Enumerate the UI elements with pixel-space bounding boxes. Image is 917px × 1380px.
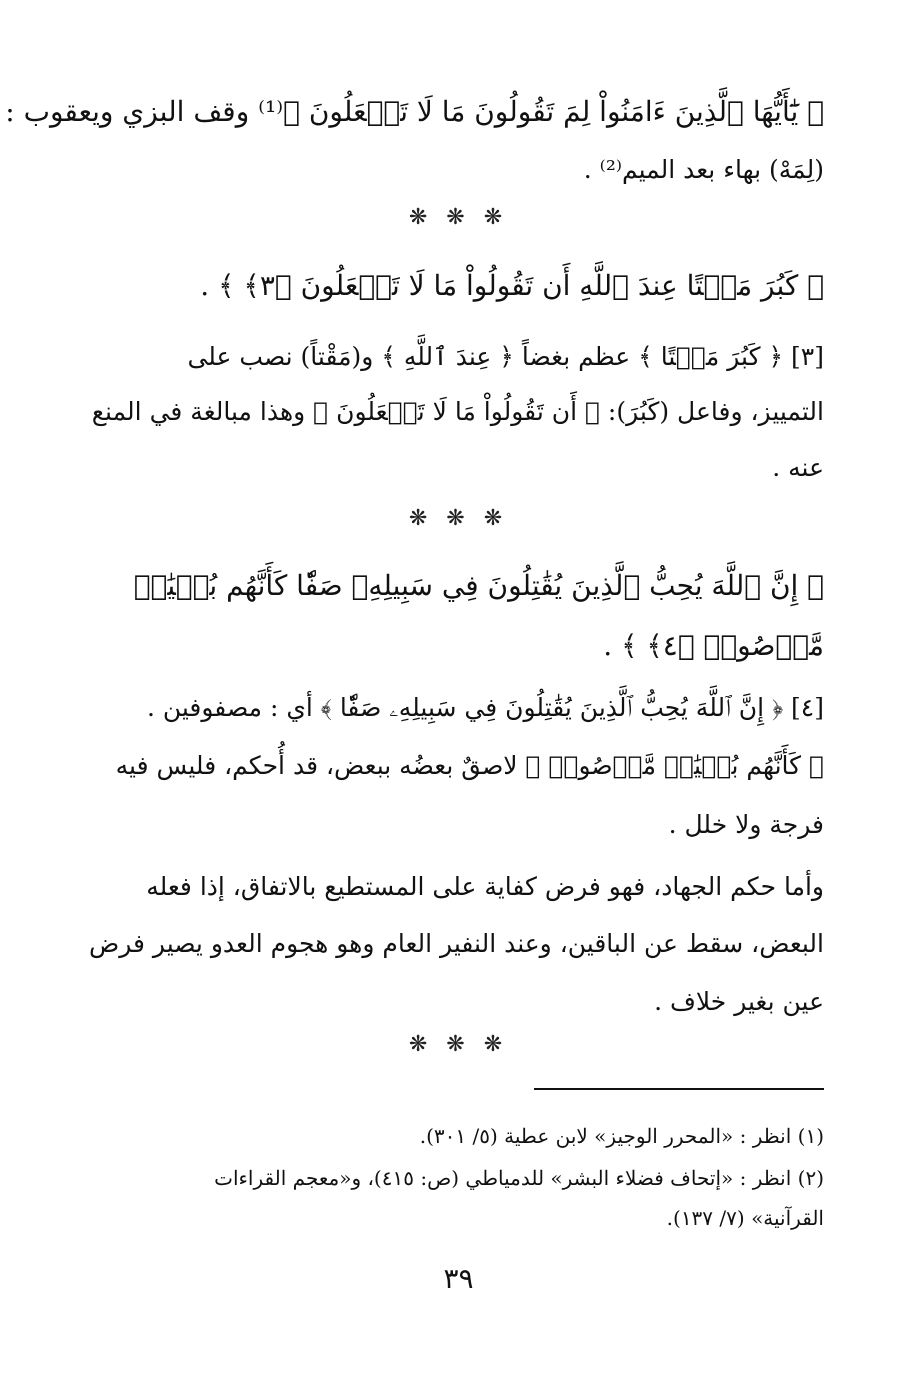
commentary-3-line-1: [٣] ﴿ كَبُرَ مَقۡتًا ﴾ عظم بغضاً ﴿ عِندَ ٱللَّهِ ﴾ و(مَقْتاً) نصب على: [187, 342, 824, 371]
verse-1-line: ﴿ يَٰٓأَيُّهَا ٱلَّذِينَ ءَامَنُواْ لِمَ تَقُولُونَ مَا لَا تَفۡعَلُونَ ﴾⁽¹⁾ وقف البزي ويعقوب :: [5, 95, 824, 128]
page-number: ٣٩: [443, 1262, 474, 1295]
commentary-4-line-1: [٤] ﴿ إِنَّ ٱللَّهَ يُحِبُّ ٱلَّذِينَ يُقَٰتِلُونَ فِي سَبِيلِهِۦ صَفّٗا ﴾ أي : مصفوفين .: [146, 693, 824, 722]
footnote-1: (١) انظر : «المحرر الوجيز» لابن عطية (٥/ ٣٠١).: [419, 1124, 824, 1148]
jihad-ruling-line-3: عين بغير خلاف .: [654, 987, 824, 1016]
separator-1: ❋ ❋ ❋: [408, 205, 509, 230]
jihad-ruling-line-2: البعض، سقط عن الباقين، وعند النفير العام وهو هجوم العدو يصير فرض: [89, 929, 824, 958]
footnote-2-line-2: القرآنية» (٧/ ١٣٧).: [666, 1206, 824, 1230]
separator-2: ❋ ❋ ❋: [408, 506, 509, 531]
commentary-4-line-2: ﴿ كَأَنَّهُم بُنۡيَٰنٞ مَّرۡصُوصٞ ﴾ لاصقٌ بعضُه ببعض، قد أُحكم، فليس فيه: [115, 751, 824, 780]
verse-4-line-1: ﴿ إِنَّ ٱللَّهَ يُحِبُّ ٱلَّذِينَ يُقَٰتِلُونَ فِي سَبِيلِهِۦ صَفّٗا كَأَنَّهُم بُنۡيَٰنٞ: [133, 569, 824, 602]
verse-1-commentary: (لِمَهْ) بهاء بعد الميم⁽²⁾ .: [583, 155, 824, 184]
jihad-ruling-line-1: وأما حكم الجهاد، فهو فرض كفاية على المستطيع بالاتفاق، إذا فعله: [146, 872, 824, 901]
footnote-2-line-1: (٢) انظر : «إتحاف فضلاء البشر» للدمياطي (ص: ٤١٥)، و«معجم القراءات: [214, 1166, 824, 1190]
verse-4-line-2: مَّرۡصُوصٞ ﴿٤﴾ ﴾ .: [603, 629, 824, 662]
footnote-divider: [534, 1088, 824, 1090]
commentary-3-line-3: عنه .: [772, 453, 824, 482]
verse-3-line: ﴿ كَبُرَ مَقۡتًا عِندَ ٱللَّهِ أَن تَقُولُواْ مَا لَا تَفۡعَلُونَ ﴿٣﴾ ﴾ .: [200, 269, 824, 302]
commentary-3-line-2: التمييز، وفاعل (كَبُرَ): ﴿ أَن تَقُولُواْ مَا لَا تَفۡعَلُونَ ﴾ وهذا مبالغة في المنع: [91, 397, 824, 426]
commentary-4-line-3: فرجة ولا خلل .: [668, 810, 824, 839]
separator-3: ❋ ❋ ❋: [408, 1032, 509, 1057]
